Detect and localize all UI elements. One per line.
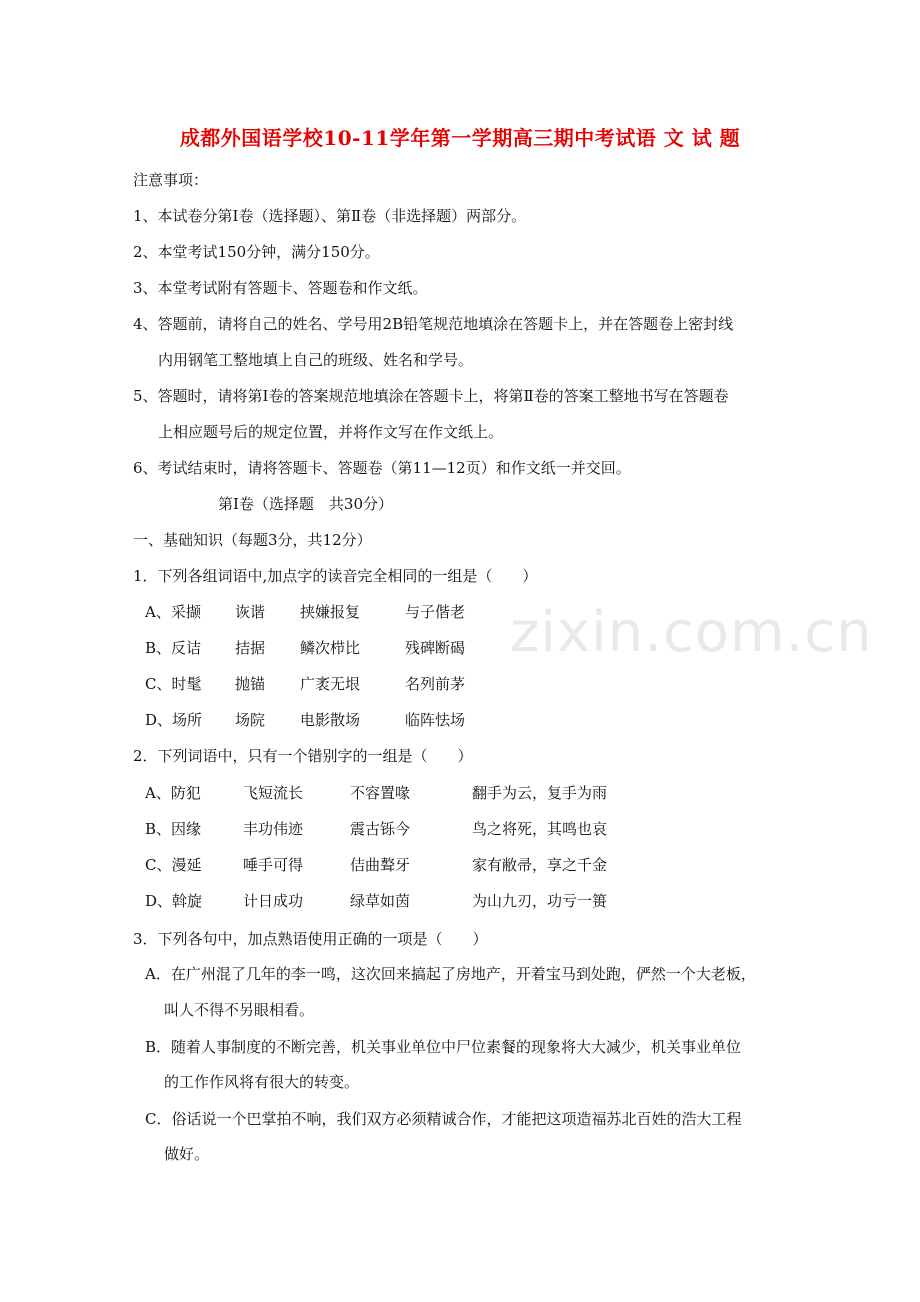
q1-option-label: A、采撷 <box>145 603 201 621</box>
note-item: 3、本堂考试附有答题卡、答题卷和作文纸。 <box>133 279 428 297</box>
part-title: 一、基础知识（每题3分，共12分） <box>133 531 372 549</box>
note-item: 5、答题时，请将第Ⅰ卷的答案规范地填涂在答题卡上，将第Ⅱ卷的答案工整地书写在答题卷 <box>133 387 729 405</box>
q2-option-label: A、防犯 <box>145 784 201 802</box>
notes-heading: 注意事项： <box>133 171 209 189</box>
q2-option-word: 不容置喙 <box>350 784 411 802</box>
q1-option-word: 拮据 <box>235 639 266 657</box>
q2-option-label: D、斡旋 <box>145 892 203 910</box>
watermark: zixin.com.cn <box>510 600 873 665</box>
q2-option-word: 飞短流长 <box>243 784 304 802</box>
q3-option-line: C．俗话说一个巴掌拍不响，我们双方必须精诚合作，才能把这项造福苏北百姓的浩大工程 <box>145 1110 742 1128</box>
note-item: 6、考试结束时，请将答题卡、答题卷（第11—12页）和作文纸一并交回。 <box>133 459 631 477</box>
q1-option-label: D、场所 <box>145 711 203 729</box>
q1-option-label: C、时髦 <box>145 675 202 693</box>
section-title: 第Ⅰ卷（选择题 共30分） <box>218 495 394 513</box>
q3-option-continued: 的工作作风将有很大的转变。 <box>164 1073 360 1091</box>
note-item: 4、答题前，请将自己的姓名、学号用2B铅笔规范地填涂在答题卡上，并在答题卷上密封线 <box>133 315 734 333</box>
q1-option-label: B、反诘 <box>145 639 202 657</box>
q2-option-word: 鸟之将死，其鸣也哀 <box>472 820 608 838</box>
question-3-stem: 3．下列各句中，加点熟语使用正确的一项是（ ） <box>133 930 488 948</box>
q1-option-word: 临阵怯场 <box>405 711 466 729</box>
q3-option-continued: 做好。 <box>164 1145 210 1163</box>
q1-option-word: 残碑断碣 <box>405 639 466 657</box>
note-item: 2、本堂考试150分钟，满分150分。 <box>133 243 380 261</box>
q2-option-label: C、漫延 <box>145 856 202 874</box>
question-1-stem: 1．下列各组词语中,加点字的读音完全相同的一组是（ ） <box>133 567 538 585</box>
q2-option-word: 佶曲聱牙 <box>350 856 411 874</box>
q2-option-label: B、因缘 <box>145 820 202 838</box>
q2-option-word: 计日成功 <box>243 892 304 910</box>
question-2-stem: 2．下列词语中，只有一个错别字的一组是（ ） <box>133 747 473 765</box>
q2-option-word: 绿草如茵 <box>350 892 411 910</box>
q3-option-line: B．随着人事制度的不断完善，机关事业单位中尸位素餐的现象将大大减少，机关事业单位 <box>145 1038 742 1056</box>
q2-option-word: 为山九刃，功亏一篑 <box>472 892 608 910</box>
q2-option-word: 丰功伟迹 <box>243 820 304 838</box>
q1-option-word: 挟嫌报复 <box>300 603 361 621</box>
note-item-continued: 上相应题号后的规定位置，并将作文写在作文纸上。 <box>158 423 504 441</box>
q1-option-word: 诙谐 <box>235 603 266 621</box>
q1-option-word: 抛锚 <box>235 675 266 693</box>
q1-option-word: 广袤无垠 <box>300 675 361 693</box>
q3-option-continued: 叫人不得不另眼相看。 <box>164 1001 315 1019</box>
q1-option-word: 电影散场 <box>300 711 361 729</box>
q2-option-word: 唾手可得 <box>243 856 304 874</box>
q1-option-word: 场院 <box>235 711 266 729</box>
q2-option-word: 家有敝帚，享之千金 <box>472 856 608 874</box>
note-item: 1、本试卷分第Ⅰ卷（选择题）、第Ⅱ卷（非选择题）两部分。 <box>133 207 527 225</box>
exam-title: 成都外国语学校10-11学年第一学期高三期中考试语 文 试 题 <box>179 126 741 150</box>
q2-option-word: 震古铄今 <box>350 820 411 838</box>
q1-option-word: 名列前茅 <box>405 675 466 693</box>
q2-option-word: 翻手为云，复手为雨 <box>472 784 608 802</box>
q3-option-line: A．在广州混了几年的李一鸣，这次回来搞起了房地产，开着宝马到处跑，俨然一个大老板， <box>145 965 756 983</box>
q1-option-word: 与子偕老 <box>405 603 466 621</box>
q1-option-word: 鳞次栉比 <box>300 639 361 657</box>
note-item-continued: 内用钢笔工整地填上自己的班级、姓名和学号。 <box>158 351 474 369</box>
